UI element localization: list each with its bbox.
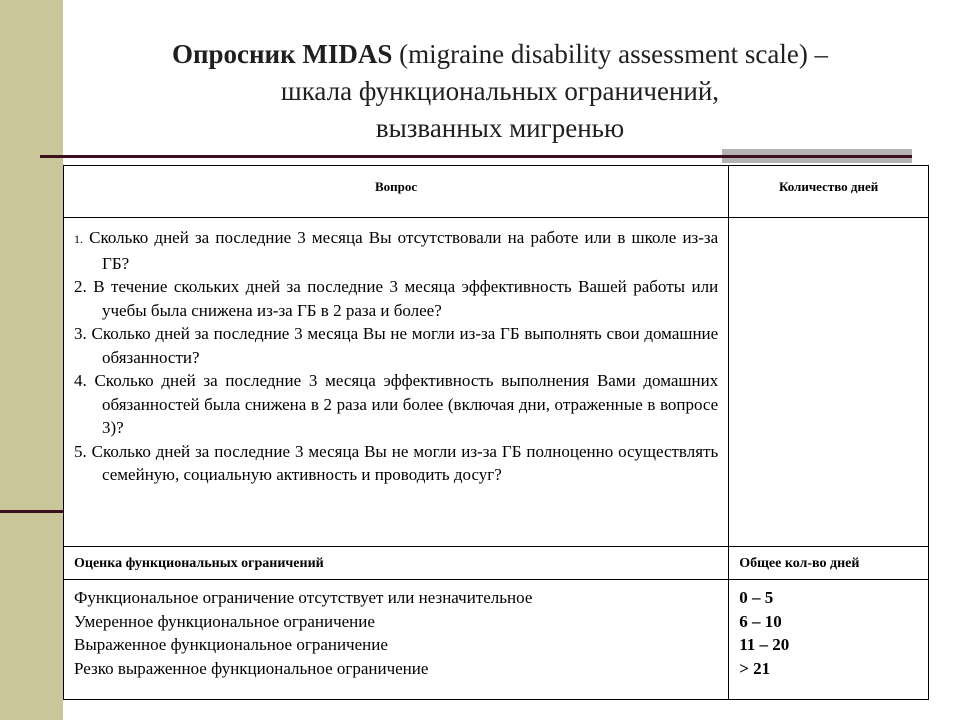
title-rest: (migraine disability assessment scale) – bbox=[392, 39, 829, 69]
title-line-3: вызванных мигренью bbox=[375, 113, 625, 143]
questions-row bbox=[64, 218, 929, 547]
days-answer-cell bbox=[729, 218, 929, 547]
slide-title bbox=[70, 36, 930, 147]
title-divider bbox=[40, 155, 912, 158]
ranges-cell bbox=[729, 580, 929, 700]
question-1 bbox=[74, 226, 718, 275]
question-text: Сколько дней за последние 3 месяца Вы отсутствовали на работе или в школе из-за ГБ? bbox=[83, 228, 719, 273]
level-2: Умеренное функциональное ограничение bbox=[74, 611, 375, 631]
range-1: 0 – 5 bbox=[739, 588, 774, 607]
title-line-2: шкала функциональных ограничений, bbox=[280, 76, 720, 106]
question-text: В течение скольких дней за последние 3 месяца эффективность Вашей работы или учебы была снижена из-за ГБ в 2 раза и более? bbox=[86, 277, 719, 320]
range-4: > 21 bbox=[739, 658, 771, 678]
questions-cell bbox=[64, 218, 729, 547]
left-band-line bbox=[0, 510, 63, 513]
question-text: Сколько дней за последние 3 месяца эффективность выполнения Вами домашних обязанностей была снижена в 2 раза или более (включая дни, отраженные в вопросе 3)? bbox=[86, 371, 719, 437]
level-3: Выраженное функциональное ограничение bbox=[74, 635, 388, 654]
levels-cell bbox=[64, 580, 729, 700]
header-question: Вопрос bbox=[64, 166, 729, 218]
assessment-row bbox=[64, 580, 929, 700]
title-line-1 bbox=[70, 36, 930, 73]
level-1: Функциональное ограничение отсутствует или незначительное bbox=[74, 588, 533, 607]
question-number: 4. bbox=[74, 371, 87, 390]
question-3 bbox=[74, 322, 718, 369]
midas-table bbox=[63, 165, 929, 700]
header-total-days: Общее кол-во дней bbox=[729, 547, 929, 580]
title-bold: Опросник MIDAS bbox=[171, 39, 393, 69]
range-3: 11 – 20 bbox=[739, 635, 790, 654]
question-2 bbox=[74, 275, 718, 322]
range-2: 6 – 10 bbox=[739, 611, 782, 631]
left-decor-band bbox=[0, 0, 63, 720]
question-5 bbox=[74, 440, 718, 487]
question-text: Сколько дней за последние 3 месяца Вы не могли из-за ГБ полноценно осуществлять семейную, социальную активность и проводить досуг? bbox=[86, 441, 719, 484]
header-assessment: Оценка функциональных ограничений bbox=[64, 547, 729, 580]
question-number: 2. bbox=[74, 277, 87, 296]
level-4: Резко выраженное функциональное ограничение bbox=[74, 658, 429, 678]
question-text: Сколько дней за последние 3 месяца Вы не могли из-за ГБ выполнять свои домашние обязанности? bbox=[86, 324, 719, 367]
question-number: 3. bbox=[74, 324, 87, 343]
question-number: 1. bbox=[74, 232, 83, 246]
assessment-header-row bbox=[64, 547, 929, 580]
question-4 bbox=[74, 369, 718, 440]
header-row bbox=[64, 166, 929, 218]
header-days: Количество дней bbox=[729, 166, 929, 218]
question-number: 5. bbox=[74, 441, 87, 461]
